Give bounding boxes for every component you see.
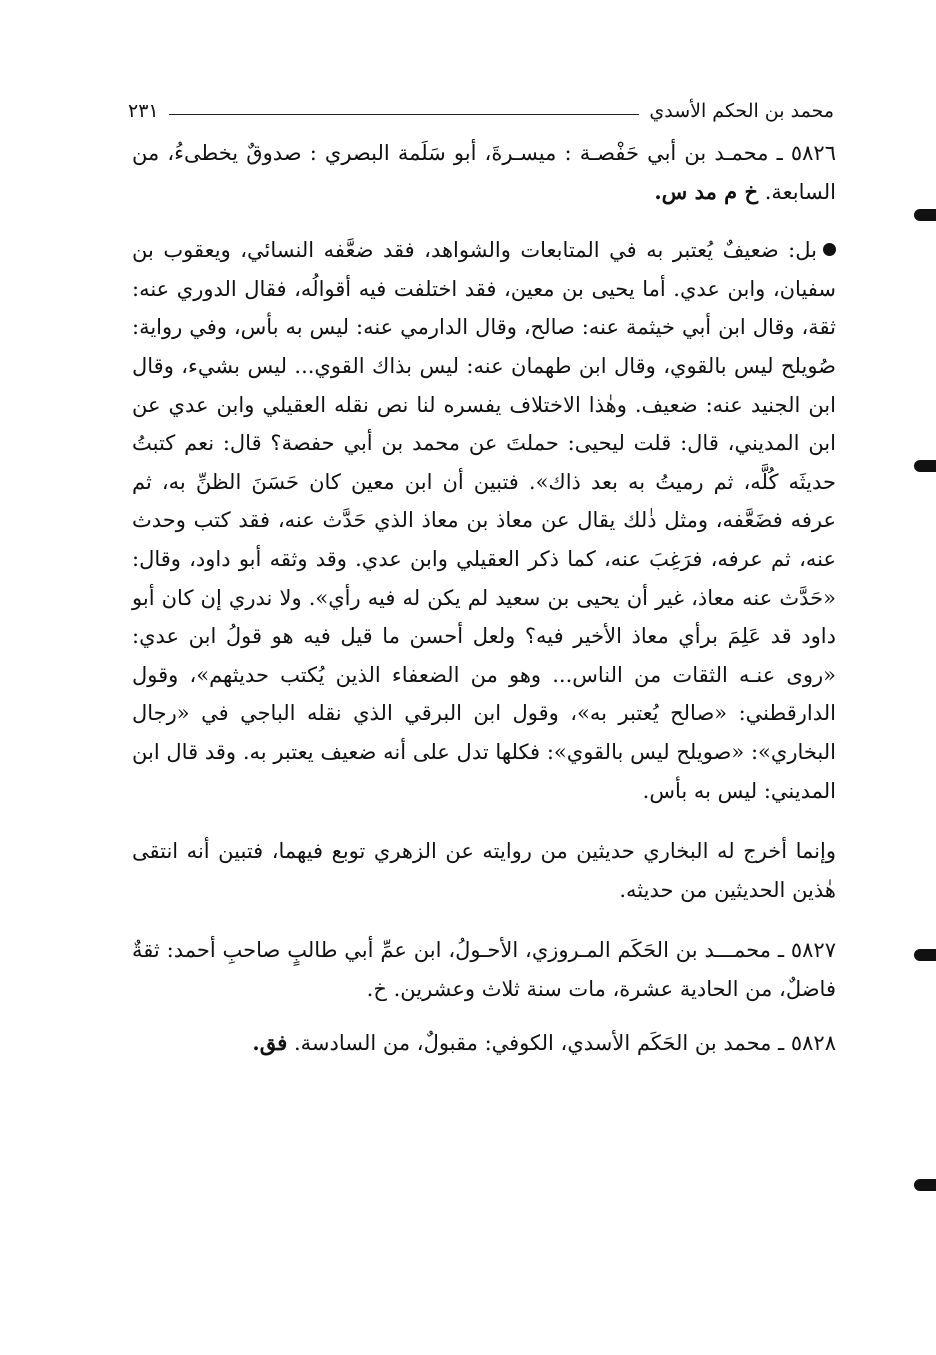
commentary-paragraph xyxy=(132,231,836,810)
entry-5828 xyxy=(132,1024,836,1063)
edge-thumb-mark xyxy=(914,209,936,221)
entry-5827-text: ٥٨٢٧ ـ محمـــد بن الحَكَم المـروزي، الأحـولُ، ابن عمِّ أبي طالبٍ صاحبِ أحمد: ثقةٌ فاضلٌ، من الحادية عشرة، مات سنة ثلاث وعشرين. خ. xyxy=(132,938,836,1001)
bullet-icon xyxy=(823,243,836,256)
header-rule xyxy=(169,114,640,115)
entry-5826-text: ٥٨٢٦ ـ محمـد بن أبي حَفْصـة : ميسـرةَ، أبو سَلَمة البصري : صدوقٌ يخطىءُ، من السابعة. xyxy=(132,141,836,204)
edge-thumb-mark xyxy=(914,460,936,472)
header-title: محمد بن الحكم الأسدي xyxy=(649,100,834,122)
edge-thumb-mark xyxy=(914,1179,936,1191)
running-header xyxy=(128,92,834,122)
entry-5826 xyxy=(132,134,836,211)
commentary-text: بل: ضعيفٌ يُعتبر به في المتابعات والشواهد، فقد ضعَّفه النسائي، ويعقوب بن سفيان، وابن عدي. أما يحيى بن معين، فقد اختلفت فيه أقوالُه، فقال الدوري عنه: ثقة، وقال ابن أبي خيثمة عنه: صالح، وقال الدارمي عنه: ليس به بأس، وفي رواية: صُويلح ليس بالقوي، وقال ابن طهمان عنه: ليس بذاك القوي... ليس بشيء، وقال ابن الجنيد عنه: ضعيف. وهٰذا الاختلاف يفسره لنا نص نقله العقيلي وابن عدي عن ابن المديني، قال: قلت ليحيى: حملتَ عن محمد بن أبي حفصة؟ قال: نعم كتبتُ حديثَه كُلَّه، ثم رميتُ به بعد ذاك». فتبين أن ابن معين كان حَسَنَ الظنِّ به، ثم عرفه فضَعَّفه، ومثل ذٰلك يقال عن معاذ بن معاذ الذي حَدَّث عنه، فقد كتب وحدث عنه، ثم عرفه، فرَغِبَ عنه، كما ذكر العقيلي وابن عدي. وقد وثقه أبو داود، وقال: «حَدَّث عنه معاذ، غير أن يحيى بن سعيد لم يكن له فيه رأي». ولا ندري إن كان أبو داود قد عَلِمَ برأي معاذ الأخير فيه؟ ولعل أحسن ما قيل فيه هو قولُ ابن عدي: «روى عنـه الثقات من الناس... وهو من الضعفاء الذين يُكتب حديثهم»، وقول الدارقطني: «صالح يُعتبر به»، وقول ابن البرقي الذي نقله الباجي في «رجال البخاري»: «صويلح ليس بالقوي»: فكلها تدل على أنه ضعيف يعتبر به. وقد قال ابن المديني: ليس به بأس. xyxy=(132,238,836,803)
entry-5826-symbols: خ م مد س. xyxy=(654,178,759,204)
entry-5828-text: ٥٨٢٨ ـ محمد بن الحَكَم الأسدي، الكوفي: مقبولٌ، من السادسة. xyxy=(293,1031,836,1056)
entry-5828-symbols: فق. xyxy=(252,1030,288,1056)
page-body xyxy=(132,134,836,1063)
entry-5827 xyxy=(132,931,836,1008)
commentary-note-paragraph xyxy=(132,832,836,909)
page-number: ٢٣١ xyxy=(128,100,159,122)
commentary-note-text: وإنما أخرج له البخاري حديثين من روايته عن الزهري توبع فيهما، فتبين أنه انتقى هٰذين الحديثين من حديثه. xyxy=(132,839,836,902)
edge-thumb-mark xyxy=(914,949,936,961)
